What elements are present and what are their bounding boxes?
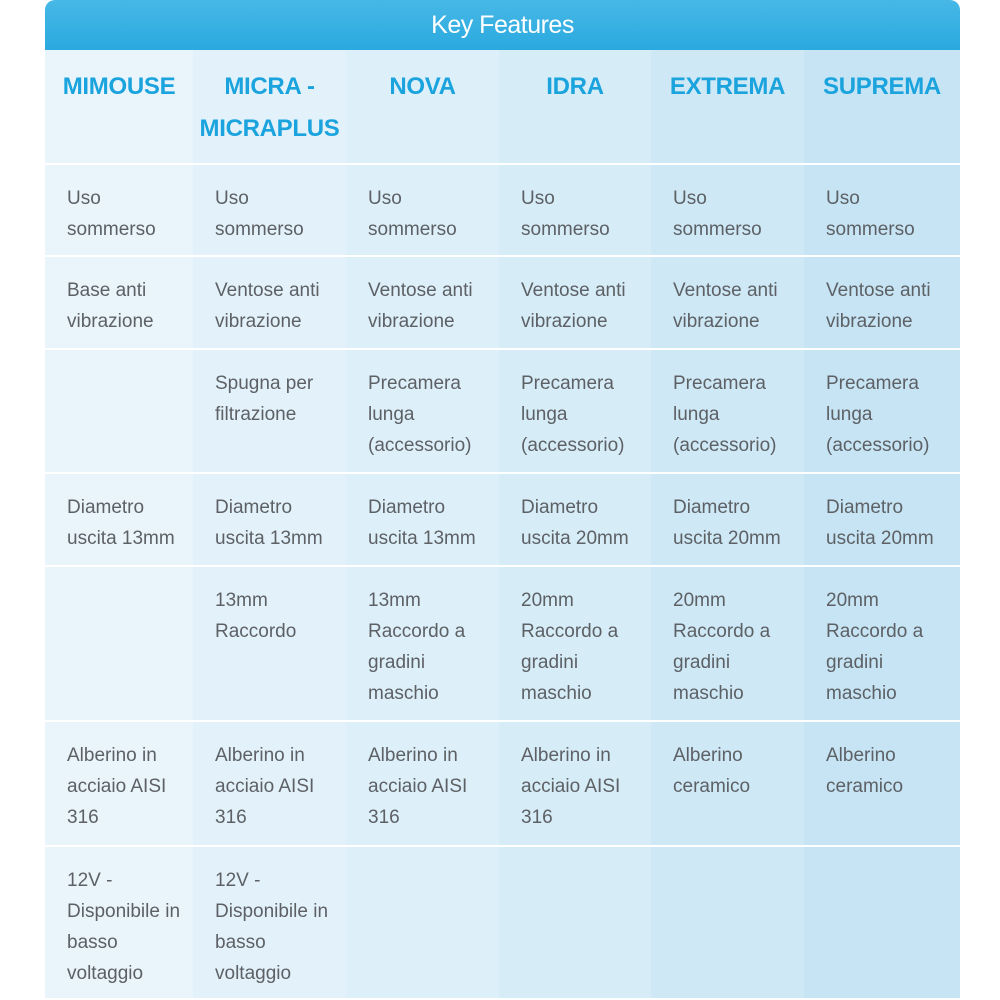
table-cell [45,567,193,722]
table-cell [346,847,499,998]
table-cell: Alberino in acciaio AISI 316 [215,745,315,828]
table-cell: Uso sommerso [673,188,762,240]
table-cell [499,847,651,998]
features-card [45,0,960,998]
table-row [45,845,960,998]
column-header: EXTREMA [669,73,786,100]
table-cell: Uso sommerso [368,188,457,240]
table-cell: 13mm Raccordo a gradini maschio [368,590,466,704]
table-cell: Ventose anti vibrazione [215,280,320,332]
table-cell: 20mm Raccordo a gradini maschio [673,590,771,704]
table-cell: Precamera lunga (accessorio) [368,373,472,456]
table-cell: Uso sommerso [215,188,304,240]
table-cell: Alberino ceramico [673,745,751,797]
features-table [45,50,960,998]
table-cell: Precamera lunga (accessorio) [521,373,625,456]
table-cell: Uso sommerso [67,188,156,240]
table-cell: Ventose anti vibrazione [368,280,473,332]
table-cell: Alberino in acciaio AISI 316 [67,745,167,828]
table-row [45,163,960,257]
table-cell: Alberino in acciaio AISI 316 [521,745,621,828]
table-cell: Ventose anti vibrazione [521,280,626,332]
table-cell: Diametro uscita 13mm [67,497,175,549]
table-cell: Alberino ceramico [826,745,904,797]
table-row [45,472,960,567]
table-cell: 13mm Raccordo [215,590,297,642]
column-header: NOVA [389,73,456,100]
table-row [45,565,960,722]
table-cell: Diametro uscita 20mm [826,497,934,549]
table-cell: Ventose anti vibrazione [826,280,931,332]
table-title: Key Features [45,0,960,50]
table-cell [651,847,804,998]
table-cell: 12V - Disponibile in basso voltaggio [67,870,181,984]
table-cell: 20mm Raccordo a gradini maschio [826,590,924,704]
header-row [45,50,960,163]
table-cell: Precamera lunga (accessorio) [826,373,930,456]
table-row [45,720,960,847]
table-cell: Spugna per filtrazione [215,373,314,425]
table-cell [45,350,193,474]
column-header: SUPREMA [823,73,941,100]
table-cell: Diametro uscita 13mm [368,497,476,549]
column-header: MICRA - MICRAPLUS [199,73,340,142]
table-row [45,348,960,474]
table-row [45,255,960,350]
column-header: MIMOUSE [62,73,176,100]
table-cell: Ventose anti vibrazione [673,280,778,332]
table-cell: Base anti vibrazione [67,280,154,332]
table-cell: Uso sommerso [521,188,610,240]
table-cell: Precamera lunga (accessorio) [673,373,777,456]
column-header: IDRA [546,73,604,100]
table-cell: Diametro uscita 20mm [521,497,629,549]
table-cell: Diametro uscita 20mm [673,497,781,549]
table-cell: Alberino in acciaio AISI 316 [368,745,468,828]
table-cell: 12V - Disponibile in basso voltaggio [215,870,329,984]
table-cell: Diametro uscita 13mm [215,497,323,549]
table-cell: Uso sommerso [826,188,915,240]
table-cell [804,847,960,998]
table-cell: 20mm Raccordo a gradini maschio [521,590,619,704]
